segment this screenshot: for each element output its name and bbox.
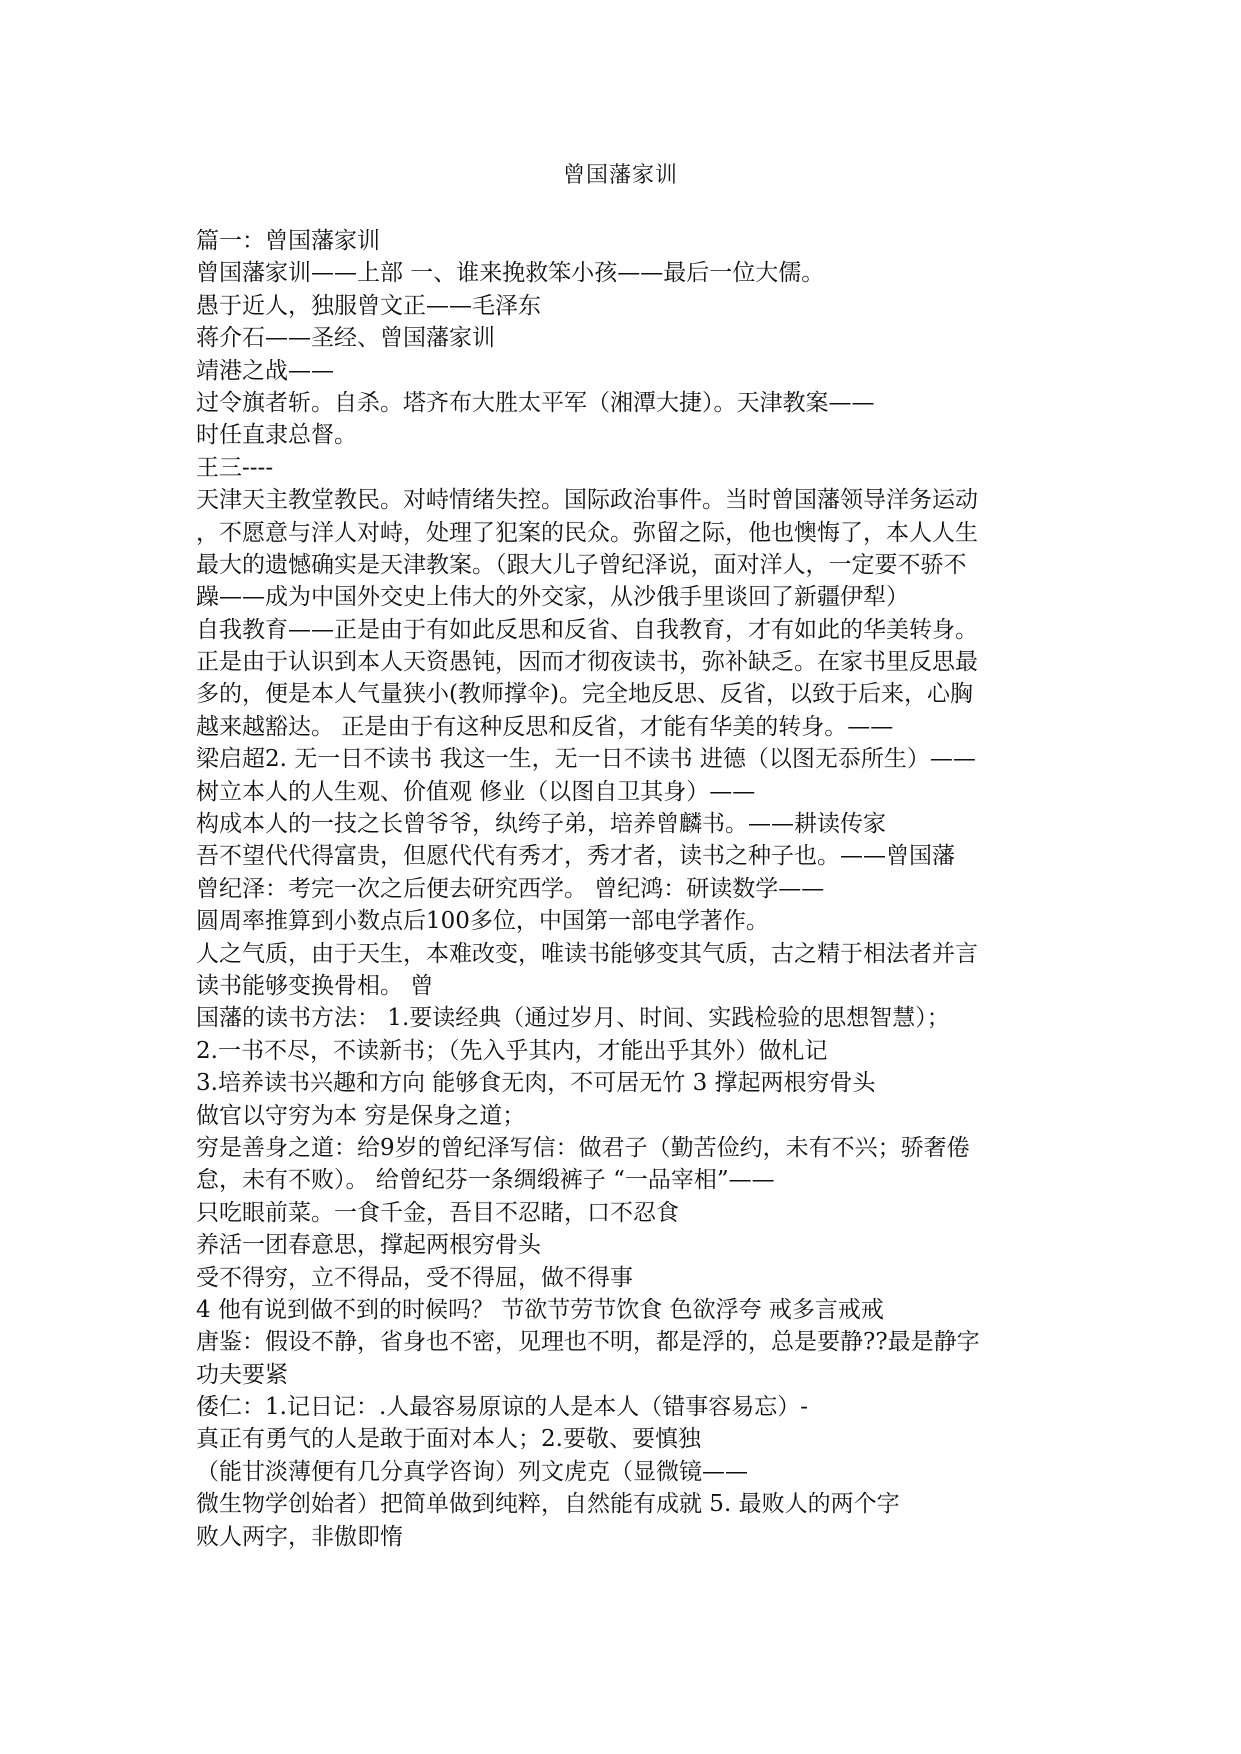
body-line: 功夫要紧 xyxy=(196,1361,288,1388)
body-line: 吾不望代代得富贵，但愿代代有秀才，秀才者，读书之种子也。——曾国藩 xyxy=(196,843,955,870)
body-line: 败人两字，非傲即惰 xyxy=(196,1523,403,1550)
body-line: （能甘淡薄便有几分真学咨询）列文虎克（显微镜—— xyxy=(196,1458,748,1485)
body-line: 越来越豁达。 正是由于有这种反思和反省，才能有华美的转身。—— xyxy=(196,713,894,740)
body-line: 树立本人的人生观、价值观 修业（以图自卫其身）—— xyxy=(196,778,756,805)
body-line: 篇一：曾国藩家训 xyxy=(196,228,380,254)
document-title: 曾国藩家训 xyxy=(562,163,678,188)
body-line: 读书能够变换骨相。 曾 xyxy=(196,972,434,999)
body-line: 只吃眼前菜。一食千金，吾目不忍睹，口不忍食 xyxy=(196,1199,679,1226)
body-line: 蒋介石——圣经、曾国藩家训 xyxy=(196,325,495,352)
body-line: 自我教育——正是由于有如此反思和反省、自我教育，才有如此的华美转身。 xyxy=(196,616,978,643)
body-line: 做官以守穷为本 穷是保身之道； xyxy=(196,1102,526,1129)
body-line: 圆周率推算到小数点后100多位，中国第一部电学著作。 xyxy=(196,908,769,935)
body-line: 时任直隶总督。 xyxy=(196,422,357,449)
body-line: 正是由于认识到本人天资愚钝，因而才彻夜读书，弥补缺乏。在家书里反思最 xyxy=(196,649,978,676)
body-line: ，不愿意与洋人对峙，处理了犯案的民众。弥留之际，他也懊悔了，本人人生 xyxy=(196,519,978,546)
body-line: 天津天主教堂教民。对峙情绪失控。国际政治事件。当时曾国藩领导洋务运动 xyxy=(196,487,978,514)
body-line: 躁——成为中国外交史上伟大的外交家，从沙俄手里谈回了新疆伊犁） xyxy=(196,584,909,611)
body-line: 构成本人的一技之长曾爷爷，纨绔子弟，培养曾麟书。——耕读传家 xyxy=(196,811,886,838)
body-line: 3.培养读书兴趣和方向 能够食无肉，不可居无竹 3 撑起两根穷骨头 xyxy=(196,1070,876,1097)
body-line: 4 他有说到做不到的时候吗？ 节欲节劳节饮食 色欲浮夸 戒多言戒戒 xyxy=(196,1296,884,1323)
body-line: 唐鉴：假设不静，省身也不密，见理也不明，都是浮的，总是要静??最是静字 xyxy=(196,1329,980,1356)
body-line: 王三---- xyxy=(196,454,274,481)
body-line: 人之气质，由于天生，本难改变，唯读书能够变其气质，古之精于相法者并言 xyxy=(196,940,978,967)
body-line: 养活一团春意思，撑起两根穷骨头 xyxy=(196,1232,541,1259)
body-line: 靖港之战—— xyxy=(196,357,334,384)
body-line: 梁启超2. 无一日不读书 我这一生，无一日不读书 进德（以图无忝所生）—— xyxy=(196,746,976,773)
body-line: 多的，便是本人气量狭小(教师撑伞)。完全地反思、反省，以致于后来，心胸 xyxy=(196,681,973,708)
body-line: 愚于近人，独服曾文正——毛泽东 xyxy=(196,292,541,319)
body-line: 2.一书不尽，不读新书；（先入乎其内，才能出乎其外）做札记 xyxy=(196,1037,828,1064)
body-line: 微生物学创始者）把简单做到纯粹，自然能有成就 5. 最败人的两个字 xyxy=(196,1491,900,1518)
body-line: 曾纪泽：考完一次之后便去研究西学。 曾纪鸿：研读数学—— xyxy=(196,875,825,902)
body-line: 国藩的读书方法： 1.要读经典（通过岁月、时间、实践检验的思想智慧）； xyxy=(196,1005,950,1032)
body-line: 真正有勇气的人是敢于面对本人；2.要敬、要慎独 xyxy=(196,1426,701,1453)
body-line: 过令旗者斩。自杀。塔齐布大胜太平军（湘潭大捷）。天津教案—— xyxy=(196,389,875,416)
body-line: 怠，未有不败）。 给曾纪芬一条绸缎裤子 “一品宰相”—— xyxy=(196,1167,775,1194)
body-line: 受不得穷，立不得品，受不得屈，做不得事 xyxy=(196,1264,633,1291)
body-line: 最大的遗憾确实是天津教案。（跟大儿子曾纪泽说，面对洋人，一定要不骄不 xyxy=(196,551,967,578)
body-line: 曾国藩家训——上部 一、谁来挽救笨小孩——最后一位大儒。 xyxy=(196,260,825,287)
document-body xyxy=(196,225,1056,1553)
body-line: 倭仁：1.记日记：.人最容易原谅的人是本人（错事容易忘）- xyxy=(196,1394,809,1421)
body-line: 穷是善身之道：给9岁的曾纪泽写信：做君子（勤苦俭约，未有不兴；骄奢倦 xyxy=(196,1134,970,1161)
